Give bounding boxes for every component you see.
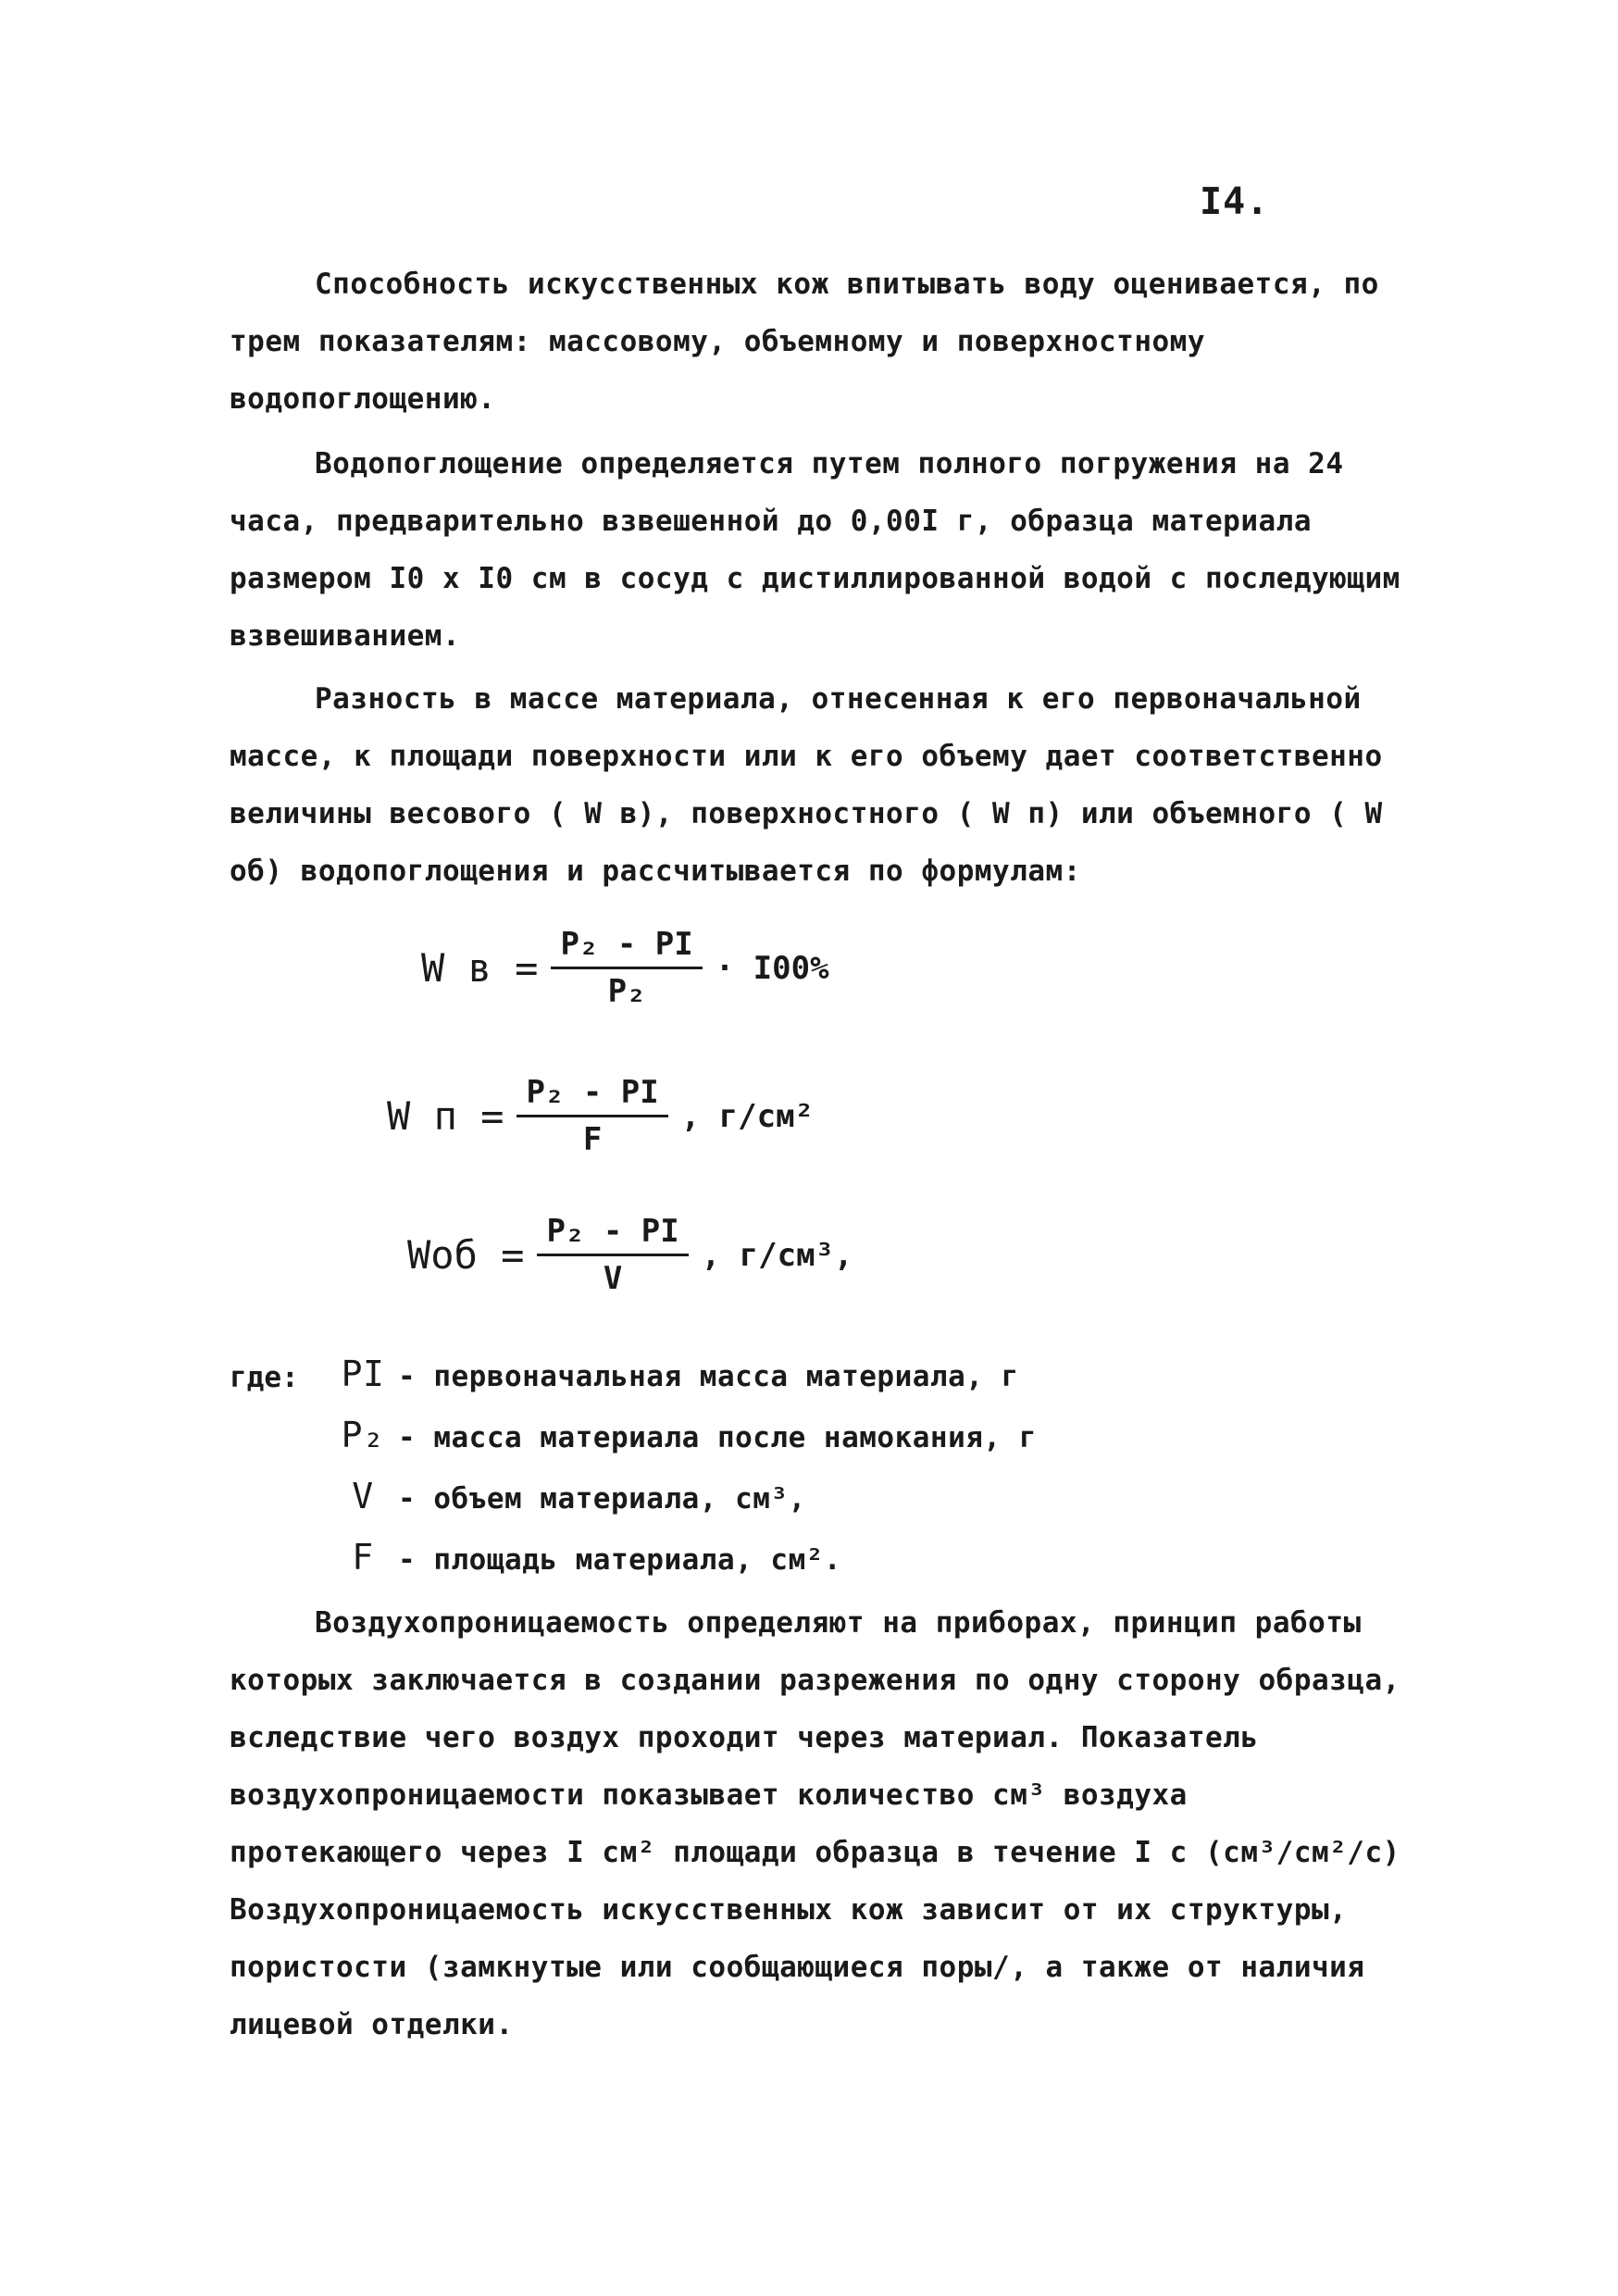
formula-rhs: · I00%	[715, 949, 829, 987]
paragraph-water-absorption-intro: Способность искусственных кож впитывать воду оценивается, по трем показателям: массовому, объемному и поверхностному водопоглощению.	[230, 268, 1379, 416]
paragraph-water-absorption-calc: Разность в массе материала, отнесенная к его первоначальной массе, к площади поверхности или к его объему дает соответственно величины весового ( W в), поверхностного ( W п) или объемного ( W об) водопоглощения и рассчитывается по формулам:	[230, 682, 1383, 888]
formula-lhs: Wоб =	[407, 1232, 525, 1278]
formula-fraction	[551, 926, 702, 1010]
formula-denominator: V	[603, 1260, 623, 1297]
formula-lhs: W п =	[387, 1093, 504, 1139]
formula-denominator: F	[582, 1121, 603, 1158]
formula-fraction	[517, 1074, 667, 1158]
legend-symbol: PI	[341, 1354, 385, 1394]
legend-symbol: F	[352, 1537, 374, 1578]
page-number: I4.	[1200, 181, 1270, 223]
legend-item	[341, 1537, 841, 1578]
legend-where-label: где:	[230, 1361, 299, 1394]
legend-symbol: V	[352, 1476, 374, 1516]
legend-symbol: P₂	[341, 1415, 385, 1455]
legend-text: - масса материала после намокания, г	[398, 1421, 1037, 1454]
legend-item	[341, 1476, 806, 1516]
paragraph-water-absorption-method: Водопоглощение определяется путем полного погружения на 24 часа, предварительно взвешенной до 0,00I г, образца материала размером I0 x I0 см в сосуд с дистиллированной водой с последующим взвешиванием.	[230, 447, 1400, 653]
legend-text: - первоначальная масса материала, г	[398, 1360, 1019, 1393]
formula-fraction	[537, 1213, 688, 1297]
formula-rhs: , г/см²	[680, 1097, 815, 1135]
formula-surface	[387, 1074, 814, 1158]
legend-item	[341, 1354, 1019, 1394]
legend-text: - объем материала, см³,	[398, 1482, 806, 1516]
legend-text: - площадь материала, см².	[398, 1543, 842, 1577]
formula-numerator: P₂ - PI	[551, 926, 702, 969]
formula-denominator: P₂	[607, 973, 646, 1010]
formula-lhs: W в =	[421, 945, 539, 991]
formula-volume	[407, 1213, 853, 1297]
paragraph-air-permeability: Воздухопроницаемость определяют на приборах, принцип работы которых заключается в создании разрежения по одну сторону образца, вследствие чего воздух проходит через материал. Показатель воздухопроницаемости показывает количество см³ воздуха протекающего через I см² площади образца в течение I с (см³/см²/с) Воздухопроницаемость искусственных кож зависит от их структуры, пористости (замкнутые или сообщающиеся поры/, а также от наличия лицевой отделки.	[230, 1606, 1400, 2041]
legend-item	[341, 1415, 1037, 1455]
formula-numerator: P₂ - PI	[517, 1074, 667, 1117]
formula-weight	[421, 926, 829, 1010]
formula-rhs: , г/см³,	[701, 1236, 853, 1274]
formula-numerator: P₂ - PI	[537, 1213, 688, 1256]
